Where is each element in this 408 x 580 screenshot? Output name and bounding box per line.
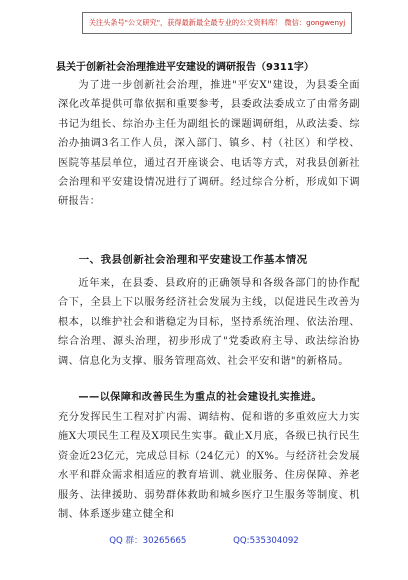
paragraph-overview: 近年来，在县委、县政府的正确领导和各级各部门的协作配合下，全县上下以服务经济社会发展为主线，以促进民生改善为根本，以维护社会和谐稳定为目标，坚持系统治理、依法治理、综合治理、源头治理，初步形成了"党委政府主导、政法综治协调、信息化为支撑、服务管理高效、社会平安和谐"的新格局。 [58,278,360,367]
paragraph-livelihood: 充分发挥民生工程对扩内需、调结构、促和谐的多重效应大力实施X大项民生工程及X项民生实事。截止X月底，各级已执行民生资金近23亿元，完成总目标（24亿元）的X%。与经济社会发展水平和群众需求相适应的教育培训、就业服务、住房保障、养老服务、法律援助、弱势群体救助和城乡医疗卫生服务等制度、机制、体系逐步建立健全和 [58,412,360,521]
section-heading-1: 一、我县创新社会治理和平安建设工作基本情况 [78,254,308,266]
qq-number: QQ:535304092 [233,536,299,546]
paragraph-intro: 为了进一步创新社会治理，推进"平安X"建设，为县委全面深化改革提供可靠依据和重要参考，县委政法委成立了由常务副书记为组长、综治办主任为副组长的课题调研组，从政法委、综治办抽调3名工作人员，深入部门、镇乡、村（社区）和学校、医院等基层单位，通过召开座谈会、电话等方式，对我县创新社会治理和平安建设情况进行了调研。经过综合分析，形成如下调研报告： [58,80,360,208]
promo-banner: 关注头条号"公文研究"，获得最新最全最专业的公文资料库！ 微信：gongwenyj [82,12,352,34]
document-title: 县关于创新社会治理推进平安建设的调研报告（9311字） [56,62,314,73]
qq-group-number: QQ 群：30265665 [109,536,187,546]
subsection-heading: ——以保障和改善民生为重点的社会建设扎实推进。 [78,392,322,403]
contact-footer [0,534,408,546]
